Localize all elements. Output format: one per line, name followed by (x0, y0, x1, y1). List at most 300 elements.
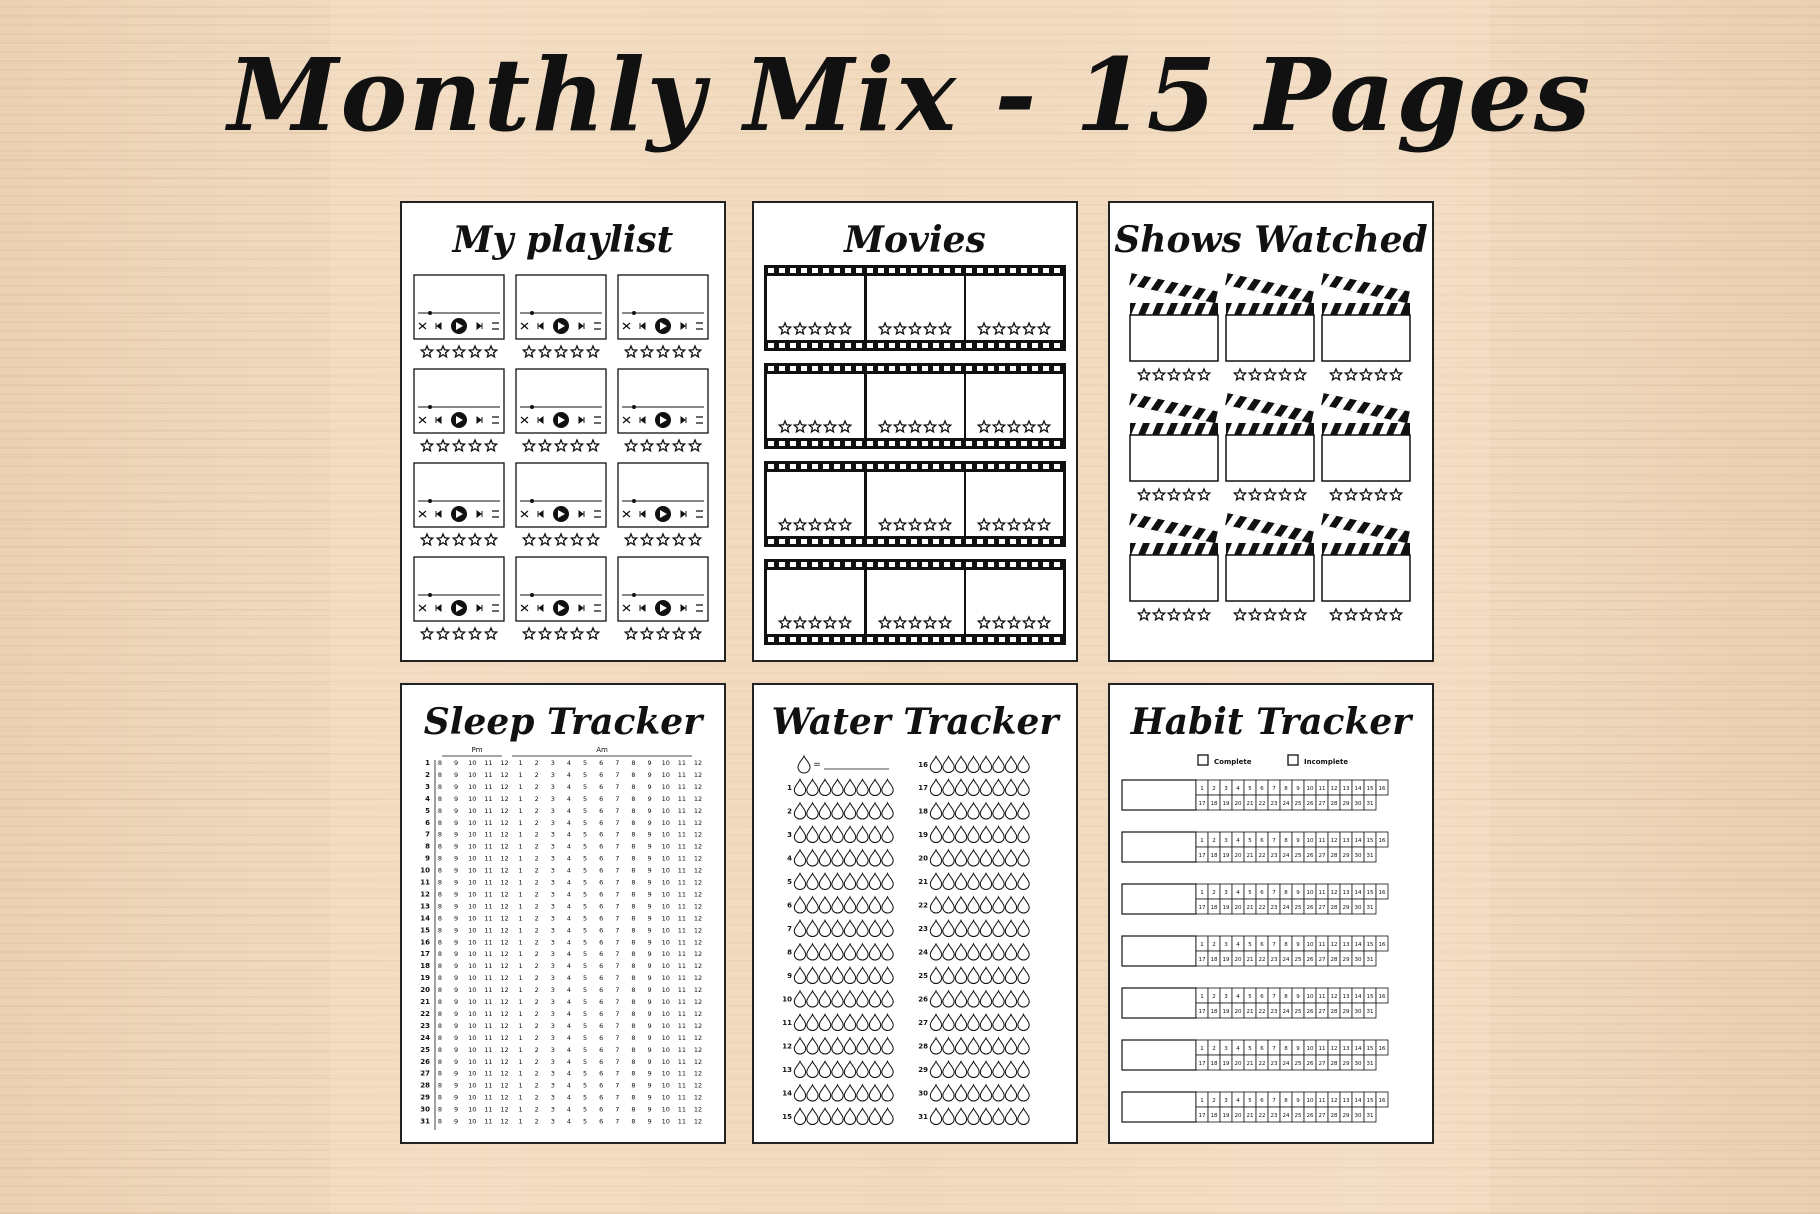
progress-knob (428, 499, 432, 503)
hour-label: 8 (437, 938, 443, 947)
hour-label: 10 (661, 1021, 670, 1030)
day-number: 12 (782, 1042, 792, 1051)
day-number: 27 (1318, 1061, 1326, 1067)
progress-knob (632, 311, 636, 315)
water-drop-icon (857, 1014, 868, 1030)
clapperboard-icon (1129, 393, 1218, 500)
hour-label: 9 (647, 986, 652, 995)
water-drop-icon (794, 920, 805, 936)
hour-label: 9 (647, 842, 652, 851)
sprocket-hole (900, 366, 906, 371)
hour-label: 9 (647, 1021, 652, 1030)
hour-label: 2 (534, 962, 539, 971)
hour-label: 8 (631, 842, 636, 851)
water-drop-icon (993, 873, 1004, 889)
hour-label: 3 (550, 1057, 555, 1066)
day-number: 27 (1318, 853, 1326, 859)
hour-label: 3 (550, 1045, 555, 1054)
day-number: 7 (1272, 838, 1276, 844)
sprocket-hole (944, 539, 950, 544)
water-drop-icon (930, 1014, 941, 1030)
water-drop-icon (930, 991, 941, 1007)
star-icon (1138, 369, 1149, 380)
water-drop-icon (857, 803, 868, 819)
sprocket-hole (834, 539, 840, 544)
water-drop-icon (943, 991, 954, 1007)
water-row (787, 826, 893, 842)
hour-label: 9 (647, 974, 652, 983)
water-drop-icon (819, 1038, 830, 1054)
hour-label: 12 (500, 950, 509, 959)
hour-label: 2 (534, 1033, 539, 1042)
day-number: 29 (918, 1066, 928, 1074)
complete-label: Complete (1214, 758, 1252, 766)
hour-label: 10 (468, 782, 477, 791)
water-drop-icon (943, 897, 954, 913)
water-drop-icon (819, 1085, 830, 1101)
music-player-card (516, 275, 606, 357)
day-number: 23 (1270, 905, 1278, 911)
day-number: 14 (782, 1089, 792, 1098)
star-icon (469, 440, 480, 451)
star-icon (421, 628, 432, 639)
hour-label: 10 (661, 1033, 670, 1042)
clapper-arm (1225, 513, 1314, 543)
water-drop-icon (968, 967, 979, 983)
day-number: 13 (1342, 1046, 1350, 1052)
day-number: 14 (1354, 890, 1362, 896)
day-number: 9 (1296, 838, 1300, 844)
music-player-card (516, 557, 606, 639)
hour-label: 10 (661, 878, 670, 887)
card-my-playlist (400, 201, 726, 662)
sprocket-hole (779, 268, 785, 273)
water-drop-icon (1005, 850, 1016, 866)
hour-label: 10 (661, 938, 670, 947)
water-drop-icon (857, 1038, 868, 1054)
water-drop-icon (794, 897, 805, 913)
water-drop-icon (968, 1108, 979, 1124)
water-drop-icon (930, 1038, 941, 1054)
film-frame (867, 374, 964, 438)
day-number: 22 (1258, 801, 1266, 807)
hour-label: 12 (500, 998, 509, 1006)
hour-label: 11 (677, 818, 687, 827)
hour-label: 4 (566, 830, 572, 839)
star-icon (571, 346, 582, 357)
hour-label: 9 (454, 759, 459, 767)
hour-label: 11 (484, 1081, 493, 1090)
film-frame (966, 276, 1063, 340)
sprocket-hole (779, 562, 785, 567)
water-row (918, 803, 1029, 819)
hour-label: 8 (437, 794, 443, 803)
star-icon (453, 628, 464, 639)
day-number: 1 (1200, 786, 1204, 792)
hour-label: 6 (599, 1093, 604, 1102)
hour-label: 5 (583, 1117, 588, 1126)
hour-label: 5 (583, 806, 588, 815)
hour-label: 8 (631, 962, 636, 971)
day-number: 9 (425, 854, 430, 863)
day-number: 17 (918, 784, 928, 792)
sleep-grid (402, 685, 724, 1142)
hour-label: 11 (677, 782, 687, 791)
hour-label: 11 (677, 1045, 687, 1054)
star-icon (689, 440, 700, 451)
day-number: 15 (1366, 838, 1374, 844)
hour-label: 11 (677, 890, 687, 899)
hour-label: 9 (454, 1057, 459, 1066)
habit-name-box (1122, 936, 1196, 966)
hour-label: 3 (550, 806, 555, 815)
water-drop-icon (930, 944, 941, 960)
water-drop-icon (943, 873, 954, 889)
hour-label: 12 (500, 902, 509, 911)
water-drop-icon (930, 1108, 941, 1124)
sprocket-hole (1010, 343, 1016, 348)
water-drop-icon (844, 944, 855, 960)
sprocket-hole (1032, 464, 1038, 469)
day-number: 26 (1306, 801, 1314, 807)
hour-label: 2 (534, 1009, 539, 1018)
day-number: 12 (1330, 1098, 1338, 1104)
star-icon (1183, 369, 1194, 380)
water-drop-icon (794, 826, 805, 842)
star-icon (1330, 489, 1341, 500)
water-drop-icon (930, 897, 941, 913)
water-row (918, 920, 1029, 936)
hour-label: 6 (599, 902, 604, 911)
hour-label: 8 (437, 1081, 443, 1090)
hour-label: 9 (454, 878, 459, 887)
sprocket-hole (999, 268, 1005, 273)
hour-label: 9 (647, 1093, 652, 1102)
hour-label: 12 (693, 950, 703, 959)
water-drop-icon (993, 779, 1004, 795)
day-number: 26 (420, 1057, 430, 1066)
water-drop-icon (930, 779, 941, 795)
star-icon (689, 534, 700, 545)
day-number: 24 (1282, 1009, 1290, 1015)
hour-label: 2 (534, 1021, 539, 1030)
water-row (918, 991, 1029, 1007)
day-number: 16 (1378, 1046, 1386, 1052)
hour-label: 1 (518, 759, 523, 767)
sprocket-hole (1021, 366, 1027, 371)
hour-label: 3 (550, 974, 555, 983)
star-icon (1153, 369, 1164, 380)
day-number: 11 (1318, 994, 1326, 1000)
star-icon (1375, 369, 1386, 380)
star-icon (1279, 609, 1290, 620)
sprocket-hole (1054, 464, 1060, 469)
day-number: 10 (1306, 786, 1314, 792)
water-drop-icon (819, 944, 830, 960)
water-drop-icon (1005, 991, 1016, 1007)
sprocket-hole (889, 343, 895, 348)
day-number: 26 (918, 995, 928, 1004)
day-number: 20 (1234, 905, 1242, 911)
water-drop-icon (807, 1038, 818, 1054)
sprocket-hole (1032, 268, 1038, 273)
water-drop-icon (1018, 1014, 1029, 1030)
water-drop-icon (955, 826, 966, 842)
hour-label: 9 (647, 1009, 652, 1018)
hour-label: 12 (500, 962, 509, 971)
hour-label: 9 (647, 914, 652, 923)
sprocket-hole (966, 441, 972, 446)
water-drop-icon (955, 873, 966, 889)
hour-label: 12 (693, 1033, 703, 1042)
day-number: 18 (918, 807, 928, 816)
sprocket-hole (1043, 637, 1049, 642)
water-drop-icon (980, 944, 991, 960)
star-icon (1360, 369, 1371, 380)
day-number: 28 (1330, 853, 1338, 859)
water-drop-icon (968, 850, 979, 866)
hour-label: 2 (534, 902, 539, 911)
water-drop-icon (869, 897, 880, 913)
hour-label: 5 (583, 938, 588, 947)
water-drop-icon (869, 803, 880, 819)
water-drop-icon (955, 1038, 966, 1054)
film-frame (966, 374, 1063, 438)
hour-label: 8 (437, 1093, 443, 1102)
star-icon (1183, 609, 1194, 620)
hour-label: 10 (661, 926, 670, 935)
hour-label: 11 (677, 1033, 687, 1042)
sprocket-hole (790, 539, 796, 544)
day-number: 29 (1342, 1113, 1350, 1119)
hour-label: 4 (566, 1117, 572, 1126)
hour-label: 1 (518, 974, 523, 983)
sprocket-hole (1054, 366, 1060, 371)
water-row (782, 991, 893, 1007)
water-drop-icon (832, 1038, 843, 1054)
water-drop-icon (794, 1085, 805, 1101)
sprocket-hole (900, 268, 906, 273)
star-icon (421, 440, 432, 451)
hour-label: 1 (518, 938, 523, 947)
water-drop-icon (1018, 756, 1029, 772)
water-row (918, 779, 1029, 795)
clapper-arm (1225, 273, 1314, 303)
water-drop-icon (857, 967, 868, 983)
water-drop-icon (930, 756, 941, 772)
hour-label: 9 (647, 926, 652, 935)
sprocket-hole (966, 562, 972, 567)
star-icon (1264, 369, 1275, 380)
hour-label: 8 (437, 1033, 443, 1042)
star-icon (673, 346, 684, 357)
hour-label: 12 (500, 1057, 509, 1066)
sprocket-hole (889, 441, 895, 446)
sprocket-hole (933, 562, 939, 567)
hour-label: 6 (599, 806, 604, 815)
hour-label: 12 (693, 902, 703, 911)
hour-label: 11 (484, 842, 493, 851)
sprocket-hole (999, 366, 1005, 371)
water-drop-icon (1005, 826, 1016, 842)
film-strip (764, 461, 1066, 547)
star-icon (523, 346, 534, 357)
hour-label: 9 (454, 830, 459, 839)
hour-label: 8 (631, 806, 636, 815)
day-number: 24 (1282, 1113, 1290, 1119)
water-drop-icon (993, 991, 1004, 1007)
star-icon (641, 440, 652, 451)
water-row (787, 944, 893, 960)
day-number: 1 (1200, 942, 1204, 948)
hour-label: 12 (500, 818, 509, 827)
hour-label: 3 (550, 1021, 555, 1030)
hour-label: 10 (661, 830, 670, 839)
hour-label: 7 (615, 986, 620, 995)
sprocket-hole (911, 637, 917, 642)
day-number: 12 (1330, 994, 1338, 1000)
day-number: 8 (1284, 1098, 1288, 1104)
day-number: 3 (1224, 994, 1228, 1000)
day-number: 4 (1236, 994, 1240, 1000)
sprocket-hole (966, 343, 972, 348)
clapper-body (1322, 435, 1410, 481)
hour-label: 8 (631, 854, 636, 863)
hour-label: 5 (583, 759, 588, 767)
hour-label: 1 (518, 986, 523, 995)
day-number: 21 (420, 998, 430, 1006)
legend-equals: = (813, 760, 821, 770)
hour-label: 8 (437, 926, 443, 935)
clapper-arm (1321, 273, 1410, 303)
hour-label: 11 (484, 759, 493, 767)
sprocket-hole (1021, 343, 1027, 348)
water-drop-icon (882, 1108, 893, 1124)
hour-label: 12 (500, 1093, 509, 1102)
water-drop-icon (832, 1108, 843, 1124)
hour-label: 11 (484, 806, 493, 815)
hour-label: 10 (468, 806, 477, 815)
page-title: Monthly Mix - 15 Pages (227, 36, 1593, 154)
day-number: 12 (1330, 1046, 1338, 1052)
hour-label: 12 (500, 854, 509, 863)
day-number: 16 (1378, 1098, 1386, 1104)
hour-label: 11 (677, 1093, 687, 1102)
water-drop-icon (832, 920, 843, 936)
habit-row (1122, 936, 1388, 966)
card-title: My playlist (452, 219, 674, 261)
day-number: 25 (1294, 1113, 1302, 1119)
hour-label: 5 (583, 914, 588, 923)
hour-label: 9 (454, 806, 459, 815)
water-drop-icon (844, 1014, 855, 1030)
water-drop-icon (832, 967, 843, 983)
day-number: 28 (1330, 957, 1338, 963)
hour-label: 12 (500, 782, 509, 791)
water-drop-icon (819, 850, 830, 866)
hour-label: 11 (484, 1033, 493, 1042)
water-drop-icon (1005, 897, 1016, 913)
sprocket-hole (999, 637, 1005, 642)
water-drop-icon (993, 920, 1004, 936)
hour-label: 3 (550, 938, 555, 947)
hour-label: 8 (437, 770, 443, 779)
sprocket-hole (966, 268, 972, 273)
sprocket-hole (845, 366, 851, 371)
water-row (782, 1038, 893, 1054)
sprocket-hole (878, 366, 884, 371)
day-number: 23 (420, 1021, 430, 1030)
star-icon (485, 346, 496, 357)
hour-label: 7 (615, 1045, 620, 1054)
water-drop-icon (807, 920, 818, 936)
hour-label: 12 (500, 866, 509, 875)
sprocket-hole (889, 562, 895, 567)
water-drop-icon (819, 1108, 830, 1124)
hour-label: 12 (693, 866, 703, 875)
habit-name-box (1122, 1092, 1196, 1122)
day-number: 20 (1234, 853, 1242, 859)
sprocket-hole (1032, 343, 1038, 348)
habit-grid (1110, 685, 1432, 1142)
hour-label: 6 (599, 1057, 604, 1066)
hour-label: 6 (599, 1045, 604, 1054)
hour-label: 12 (693, 759, 703, 767)
water-row (918, 1108, 1029, 1124)
sprocket-hole (922, 637, 928, 642)
day-number: 13 (1342, 890, 1350, 896)
star-icon (539, 628, 550, 639)
hour-label: 3 (550, 890, 555, 899)
water-drop-icon (807, 850, 818, 866)
sprocket-hole (801, 441, 807, 446)
hour-label: 10 (468, 818, 477, 827)
day-number: 24 (1282, 1061, 1290, 1067)
hour-label: 10 (661, 794, 670, 803)
day-number: 31 (1366, 905, 1374, 911)
hour-label: 7 (615, 818, 620, 827)
sprocket-hole (955, 539, 961, 544)
film-frame (867, 472, 964, 536)
water-row (787, 803, 893, 819)
water-drop-icon (844, 1038, 855, 1054)
hour-label: 8 (631, 830, 636, 839)
sprocket-hole (1032, 366, 1038, 371)
hour-label: 7 (615, 770, 620, 779)
water-drop-icon (807, 1085, 818, 1101)
hour-label: 9 (647, 998, 652, 1006)
hour-label: 12 (500, 1081, 509, 1090)
sprocket-hole (900, 637, 906, 642)
day-number: 19 (1222, 853, 1230, 859)
day-number: 25 (918, 972, 928, 980)
star-icon (587, 346, 598, 357)
water-drop-icon (794, 944, 805, 960)
day-number: 10 (420, 866, 430, 875)
water-drop-icon (968, 1061, 979, 1077)
sprocket-hole (1043, 343, 1049, 348)
water-drop-icon (798, 756, 810, 773)
sprocket-hole (1021, 637, 1027, 642)
day-number: 19 (918, 831, 928, 839)
day-number: 5 (1248, 942, 1252, 948)
day-number: 10 (1306, 942, 1314, 948)
water-drop-icon (882, 803, 893, 819)
hour-label: 11 (677, 1069, 687, 1078)
water-drop-icon (1005, 873, 1016, 889)
day-number: 17 (1198, 1113, 1206, 1119)
hour-label: 12 (693, 842, 703, 851)
